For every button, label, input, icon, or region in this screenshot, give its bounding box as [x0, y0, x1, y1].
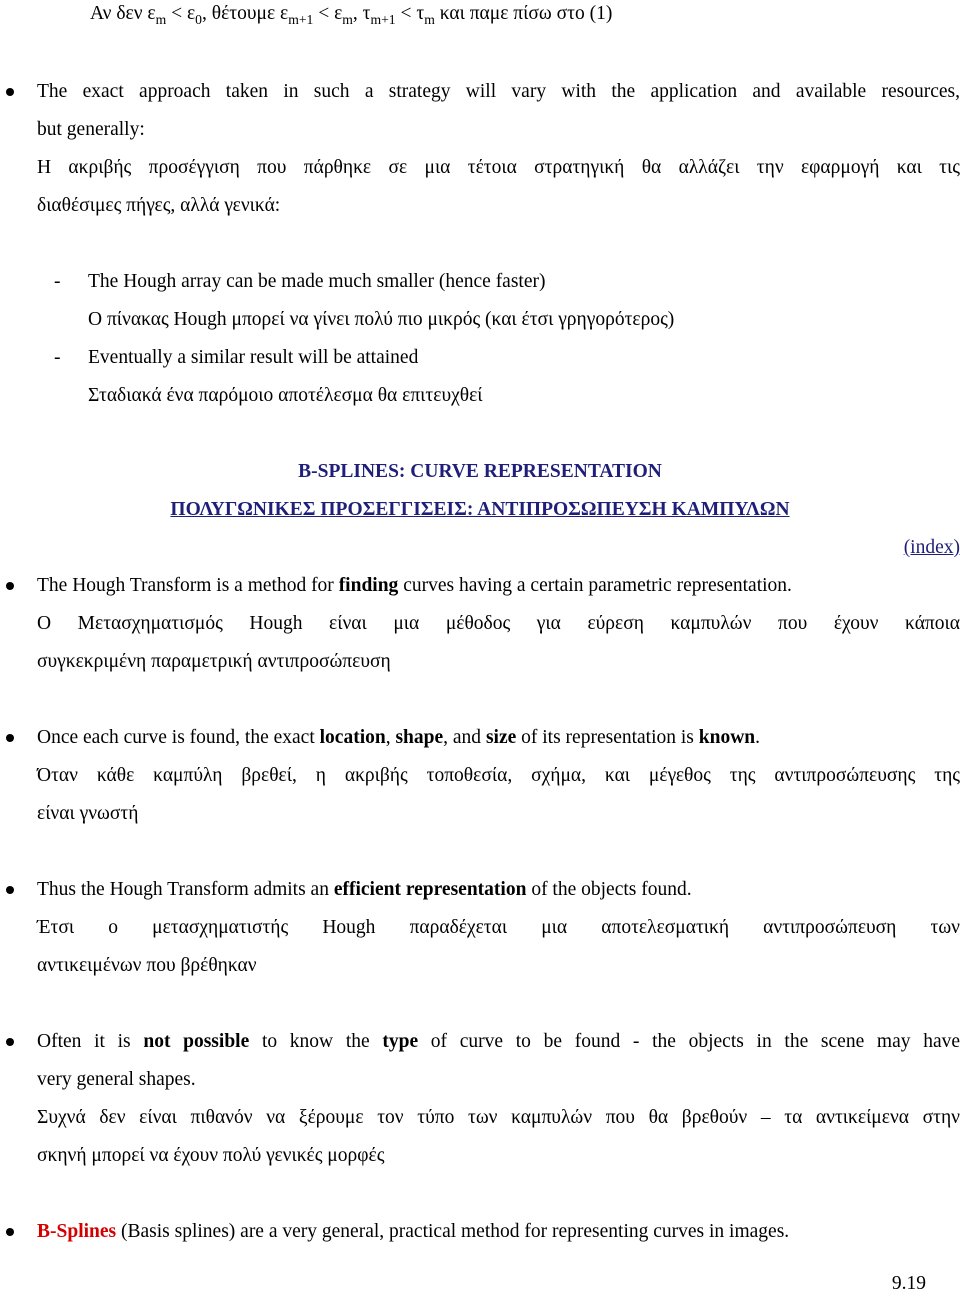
bullet-3-en: Thus the Hough Transform admits an efficient representation of the objects found.	[37, 879, 692, 900]
dash-item-gr: Ο πίνακας Hough μπορεί να γίνει πολύ πιο μικρός (και έτσι γρηγορότερος)	[88, 309, 675, 330]
bullet-2-gr-line-1: Όταν κάθε καμπύλη βρεθεί, η ακριβής τοποθεσία, σχήμα, και μέγεθος της αντιπροσώπευσης της	[37, 765, 960, 786]
index-link[interactable]: (index)	[903, 537, 960, 558]
dash-marker: -	[54, 271, 61, 292]
algorithm-step-line: Αν δεν $\varepsilon_m < \varepsilon_0$, θέτουμε $\varepsilon_{m+1} < \varepsilon_m$, $\tau_{m+1} < \tau_m$ και παμε πίσω στο (1)	[90, 3, 613, 27]
section-title-gr: ΠΟΛΥΓΩΝΙΚΕΣ ΠΡΟΣΕΓΓΙΣΕΙΣ: ΑΝΤΙΠΡΟΣΩΠΕΥΣΗ ΚΑΜΠΥΛΩΝ	[170, 499, 790, 520]
intro-en-line-2: but generally:	[37, 119, 145, 140]
dash-item-en: The Hough array can be made much smaller (hence faster)	[88, 271, 546, 292]
bullet-2-en: Once each curve is found, the exact location, shape, and size of its representation is known.	[37, 727, 761, 748]
section-title-en: B-SPLINES: CURVE REPRESENTATION	[298, 461, 662, 482]
bullet-icon	[6, 88, 14, 96]
bullet-5-en: B-Splines (Basis splines) are a very general, practical method for representing curves in images.	[37, 1221, 790, 1242]
b-splines-highlight: B-Splines	[37, 1221, 117, 1242]
bullet-1-gr-line-2: συγκεκριμένη παραμετρική αντιπροσώπευση	[37, 651, 391, 672]
intro-gr-line-1: Η ακριβής προσέγγιση που πάρθηκε σε μια τέτοια στρατηγική θα αλλάζει την εφαρμογή και τις	[37, 157, 960, 178]
bullet-icon	[6, 734, 14, 742]
bullet-1-gr-line-1: Ο Μετασχηματισμός Hough είναι μια μέθοδος για εύρεση καμπυλών που έχουν κάποια	[37, 613, 960, 634]
bullet-3-gr-line-2: αντικειμένων που βρέθηκαν	[37, 955, 257, 976]
bullet-3-gr-line-1: Έτσι ο μετασχηματιστής Hough παραδέχεται μια αποτελεσματική αντιπροσώπευση των	[37, 917, 960, 938]
bullet-2-gr-line-2: είναι γνωστή	[37, 803, 139, 824]
dash-marker: -	[54, 347, 61, 368]
bullet-icon	[6, 886, 14, 894]
bullet-icon	[6, 582, 14, 590]
bullet-4-en-line-1: Often it is not possible to know the type of curve to be found - the objects in the scene may have	[37, 1031, 960, 1052]
page-number: 9.19	[891, 1273, 926, 1294]
intro-en-line-1: The exact approach taken in such a strategy will vary with the application and available resources,	[37, 81, 960, 102]
dash-item-gr: Σταδιακά ένα παρόμοιο αποτέλεσμα θα επιτευχθεί	[88, 385, 483, 406]
bullet-icon	[6, 1228, 14, 1236]
dash-item-en: Eventually a similar result will be attained	[88, 347, 419, 368]
intro-gr-line-2: διαθέσιμες πήγες, αλλά γενικά:	[37, 195, 281, 216]
bullet-4-gr-line-2: σκηνή μπορεί να έχουν πολύ γενικές μορφές	[37, 1145, 385, 1166]
bullet-1-en: The Hough Transform is a method for finding curves having a certain parametric representation.	[37, 575, 792, 596]
bullet-4-gr-line-1: Συχνά δεν είναι πιθανόν να ξέρουμε τον τύπο των καμπυλών που θα βρεθούν – τα αντικείμενα στην	[37, 1107, 960, 1128]
bullet-icon	[6, 1038, 14, 1046]
bullet-4-en-line-2: very general shapes.	[37, 1069, 196, 1090]
